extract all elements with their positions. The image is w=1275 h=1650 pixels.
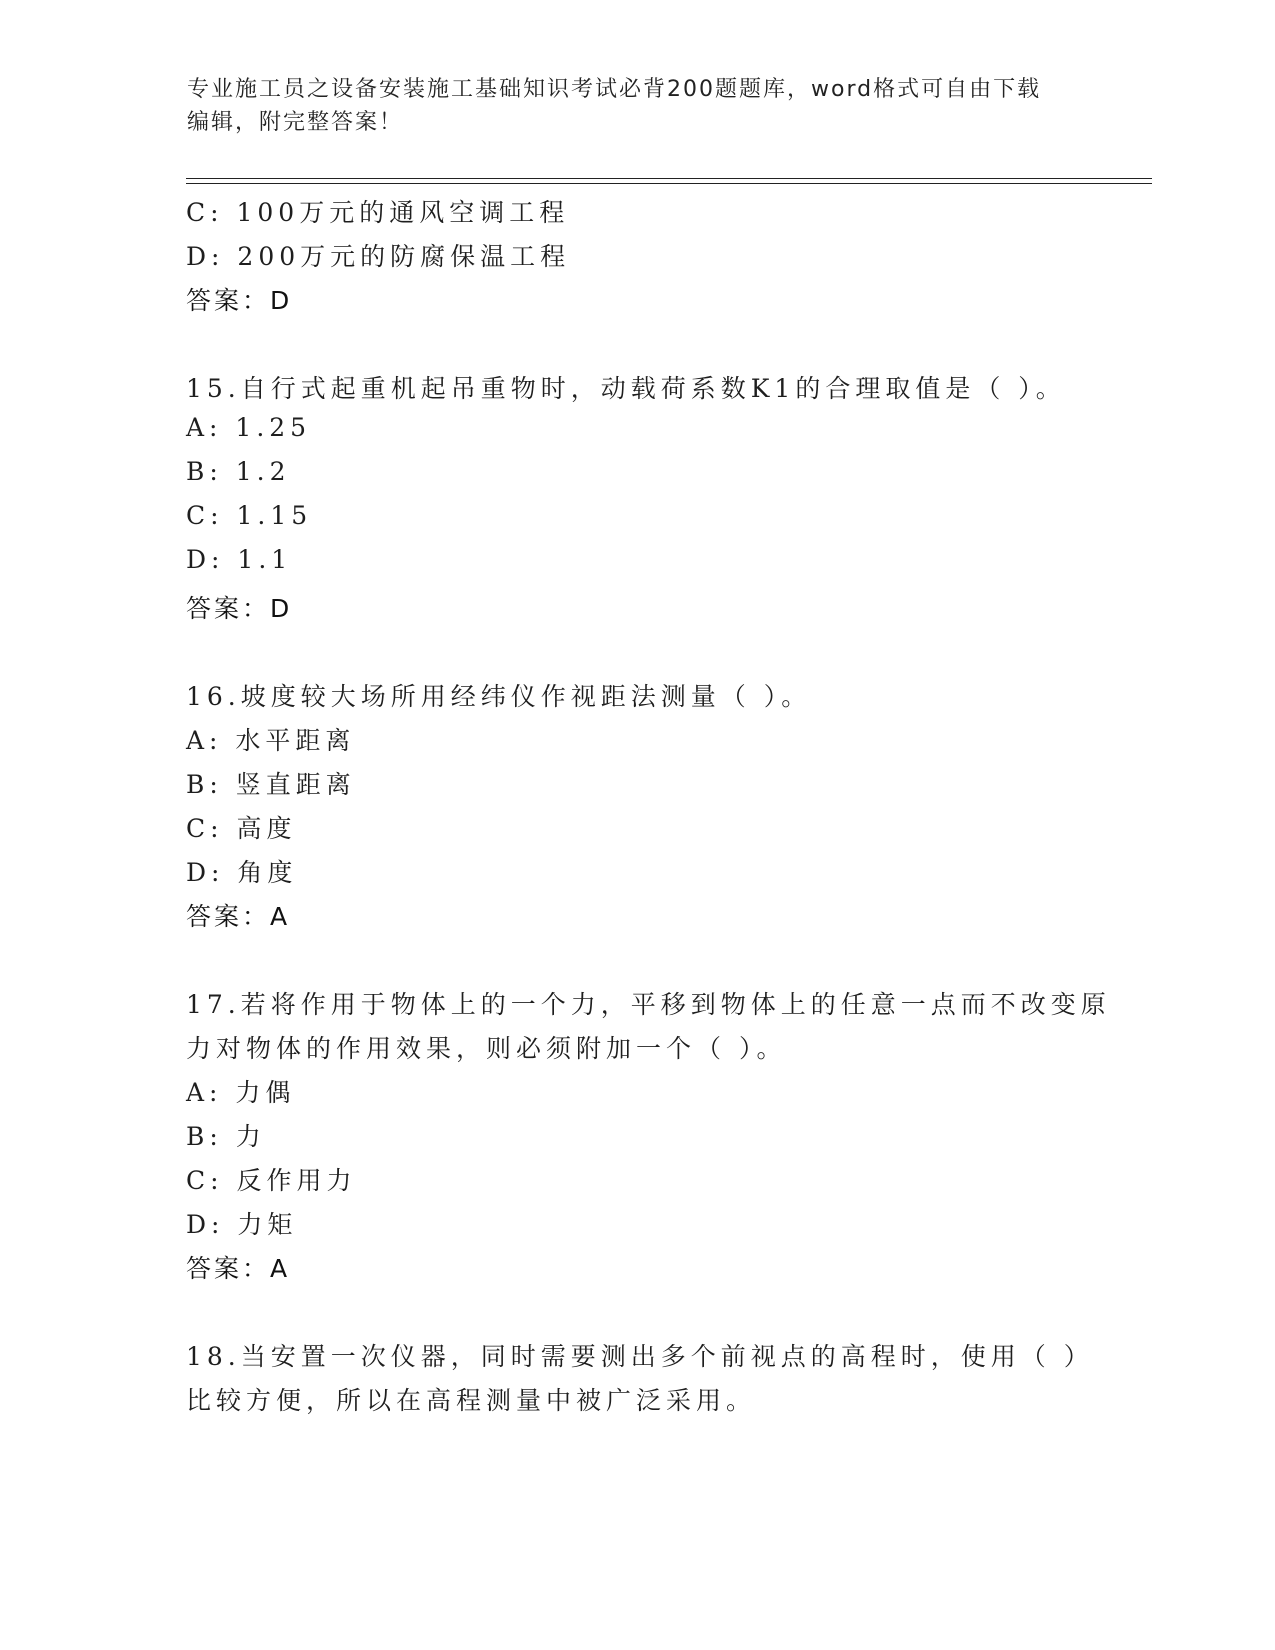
q16-option-a: A: 水平距离 (186, 726, 356, 755)
q15-question: 15.自行式起重机起吊重物时，动载荷系数K1的合理取值是（ ）。 (186, 374, 1066, 403)
q15-option-b: B: 1.2 (186, 457, 291, 486)
q17-option-d: D: 力矩 (186, 1210, 298, 1239)
q17-question-line-1: 17.若将作用于物体上的一个力，平移到物体上的任意一点而不改变原 (186, 990, 1111, 1019)
q16-question: 16.坡度较大场所用经纬仪作视距法测量（ ）。 (186, 682, 812, 711)
header-line-1: 专业施工员之设备安装施工基础知识考试必背200题题库，word格式可自由下载 (187, 77, 1042, 102)
q16-answer: 答案：A (186, 902, 291, 931)
q17-option-a: A: 力偶 (186, 1078, 296, 1107)
q15-option-c: C: 1.15 (186, 501, 313, 530)
q15-option-a: A: 1.25 (186, 413, 312, 442)
q17-option-c: C: 反作用力 (186, 1166, 357, 1195)
q14-answer: 答案：D (186, 286, 293, 315)
q14-option-c: C: 100万元的通风空调工程 (186, 198, 570, 227)
header-line-2: 编辑，附完整答案！ (187, 110, 404, 135)
q15-option-d: D: 1.1 (186, 545, 293, 574)
q16-option-b: B: 竖直距离 (186, 770, 356, 799)
q16-option-c: C: 高度 (186, 814, 297, 843)
q18-question-line-1: 18.当安置一次仪器，同时需要测出多个前视点的高程时，使用（ ） (186, 1342, 1094, 1371)
document-header (187, 73, 1067, 139)
q17-answer: 答案：A (186, 1254, 291, 1283)
header-divider-top (186, 178, 1152, 179)
q16-option-d: D: 角度 (186, 858, 298, 887)
header-divider-bottom (186, 183, 1152, 184)
q17-option-b: B: 力 (186, 1122, 266, 1151)
q17-question-line-2: 力对物体的作用效果，则必须附加一个（ ）。 (186, 1034, 787, 1063)
q14-option-d: D: 200万元的防腐保温工程 (186, 242, 571, 271)
q18-question-line-2: 比较方便，所以在高程测量中被广泛采用。 (186, 1386, 757, 1415)
q15-answer: 答案：D (186, 594, 293, 623)
